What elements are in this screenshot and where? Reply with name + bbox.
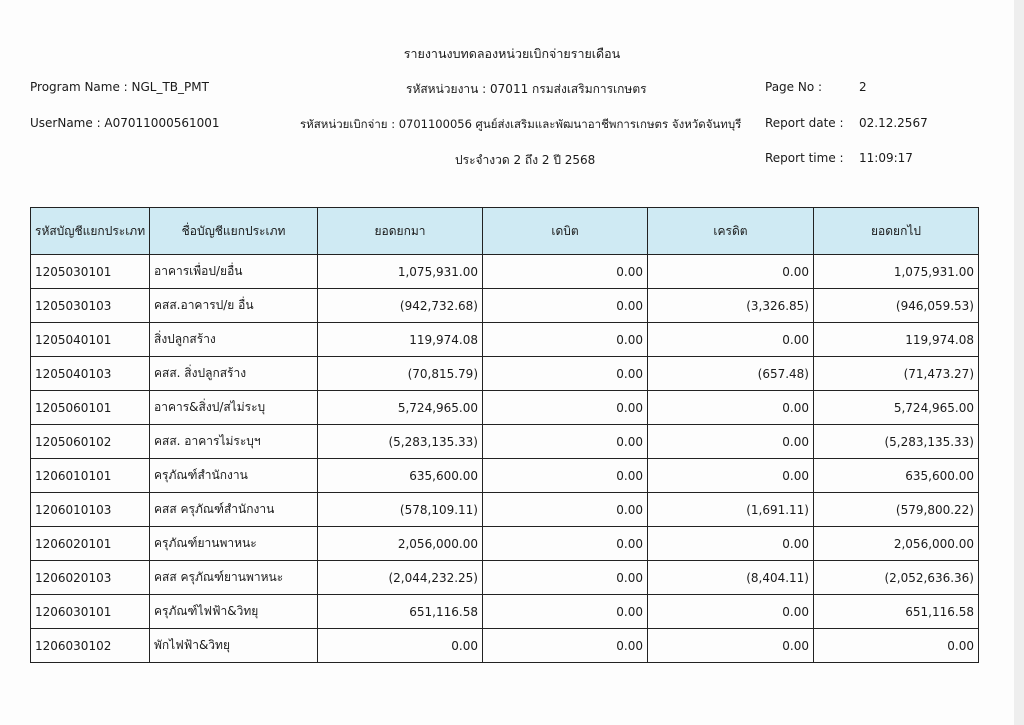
debit-cell: 0.00 <box>483 629 648 663</box>
credit-cell: 0.00 <box>648 425 814 459</box>
column-header-account-code: รหัสบัญชีแยกประเภท <box>31 208 150 255</box>
debit-cell: 0.00 <box>483 493 648 527</box>
table-row <box>31 255 979 289</box>
account-name-cell: ครุภัณฑ์สำนักงาน <box>150 459 318 493</box>
credit-cell: 0.00 <box>648 459 814 493</box>
table-row <box>31 459 979 493</box>
debit-cell: 0.00 <box>483 595 648 629</box>
opening-balance-cell: 0.00 <box>318 629 483 663</box>
debit-cell: 0.00 <box>483 289 648 323</box>
account-code-cell: 1206020101 <box>31 527 150 561</box>
column-header-credit: เครดิต <box>648 208 814 255</box>
disbursing-unit: รหัสหน่วยเบิกจ่าย : 0701100056 ศูนย์ส่งเสริมและพัฒนาอาชีพการเกษตร จังหวัดจันทบุรี <box>300 117 742 131</box>
account-name-cell: คสส. สิ่งปลูกสร้าง <box>150 357 318 391</box>
opening-balance-cell: (942,732.68) <box>318 289 483 323</box>
opening-balance-cell: (2,044,232.25) <box>318 561 483 595</box>
account-name-cell: อาคารเพื่อป/ยอื่น <box>150 255 318 289</box>
account-code-cell: 1206010101 <box>31 459 150 493</box>
debit-cell: 0.00 <box>483 527 648 561</box>
report-time-value: 11:09:17 <box>859 151 913 165</box>
table-header-row <box>31 208 979 255</box>
table-row <box>31 561 979 595</box>
report-date-label: Report date : <box>765 116 844 130</box>
account-code-cell: 1205030103 <box>31 289 150 323</box>
account-name-cell: คสส.อาคารป/ย อื่น <box>150 289 318 323</box>
account-code-cell: 1206030101 <box>31 595 150 629</box>
opening-balance-cell: (578,109.11) <box>318 493 483 527</box>
closing-balance-cell: 635,600.00 <box>814 459 979 493</box>
opening-balance-cell: (70,815.79) <box>318 357 483 391</box>
table-row <box>31 323 979 357</box>
debit-cell: 0.00 <box>483 459 648 493</box>
username: UserName : A07011000561001 <box>30 116 220 130</box>
table-row <box>31 595 979 629</box>
closing-balance-cell: 5,724,965.00 <box>814 391 979 425</box>
closing-balance-cell: (71,473.27) <box>814 357 979 391</box>
opening-balance-cell: (5,283,135.33) <box>318 425 483 459</box>
credit-cell: 0.00 <box>648 595 814 629</box>
debit-cell: 0.00 <box>483 357 648 391</box>
credit-cell: (3,326.85) <box>648 289 814 323</box>
account-name-cell: คสส. อาคารไม่ระบุฯ <box>150 425 318 459</box>
table-row <box>31 527 979 561</box>
account-code-cell: 1206020103 <box>31 561 150 595</box>
report-time-label: Report time : <box>765 151 844 165</box>
debit-cell: 0.00 <box>483 255 648 289</box>
credit-cell: 0.00 <box>648 527 814 561</box>
table-row <box>31 425 979 459</box>
credit-cell: (657.48) <box>648 357 814 391</box>
report-title: รายงานงบทดลองหน่วยเบิกจ่ายรายเดือน <box>403 46 621 61</box>
table-row <box>31 629 979 663</box>
opening-balance-cell: 651,116.58 <box>318 595 483 629</box>
debit-cell: 0.00 <box>483 391 648 425</box>
table-row <box>31 493 979 527</box>
debit-cell: 0.00 <box>483 323 648 357</box>
debit-cell: 0.00 <box>483 425 648 459</box>
credit-cell: (8,404.11) <box>648 561 814 595</box>
page-no-value: 2 <box>859 80 867 94</box>
report-date-value: 02.12.2567 <box>859 116 928 130</box>
account-name-cell: ครุภัณฑ์ไฟฟ้า&วิทยุ <box>150 595 318 629</box>
closing-balance-cell: 0.00 <box>814 629 979 663</box>
opening-balance-cell: 119,974.08 <box>318 323 483 357</box>
closing-balance-cell: (946,059.53) <box>814 289 979 323</box>
account-code-cell: 1205040103 <box>31 357 150 391</box>
column-header-debit: เดบิต <box>483 208 648 255</box>
closing-balance-cell: 651,116.58 <box>814 595 979 629</box>
account-code-cell: 1206010103 <box>31 493 150 527</box>
trial-balance-table <box>30 207 979 663</box>
credit-cell: 0.00 <box>648 391 814 425</box>
table-row <box>31 357 979 391</box>
closing-balance-cell: 2,056,000.00 <box>814 527 979 561</box>
program-name: Program Name : NGL_TB_PMT <box>30 80 209 94</box>
account-name-cell: พักไฟฟ้า&วิทยุ <box>150 629 318 663</box>
closing-balance-cell: (5,283,135.33) <box>814 425 979 459</box>
account-name-cell: สิ่งปลูกสร้าง <box>150 323 318 357</box>
account-name-cell: อาคาร&สิ่งป/สไม่ระบุ <box>150 391 318 425</box>
closing-balance-cell: (2,052,636.36) <box>814 561 979 595</box>
scan-edge <box>1014 0 1024 725</box>
agency-code: รหัสหน่วยงาน : 07011 กรมส่งเสริมการเกษตร <box>406 82 647 96</box>
account-name-cell: คสส ครุภัณฑ์ยานพาหนะ <box>150 561 318 595</box>
closing-balance-cell: 1,075,931.00 <box>814 255 979 289</box>
closing-balance-cell: (579,800.22) <box>814 493 979 527</box>
column-header-account-name: ชื่อบัญชีแยกประเภท <box>150 208 318 255</box>
account-name-cell: คสส ครุภัณฑ์สำนักงาน <box>150 493 318 527</box>
credit-cell: 0.00 <box>648 629 814 663</box>
closing-balance-cell: 119,974.08 <box>814 323 979 357</box>
opening-balance-cell: 635,600.00 <box>318 459 483 493</box>
account-code-cell: 1205060102 <box>31 425 150 459</box>
account-code-cell: 1206030102 <box>31 629 150 663</box>
opening-balance-cell: 1,075,931.00 <box>318 255 483 289</box>
column-header-closing-balance: ยอดยกไป <box>814 208 979 255</box>
credit-cell: 0.00 <box>648 323 814 357</box>
credit-cell: (1,691.11) <box>648 493 814 527</box>
account-code-cell: 1205040101 <box>31 323 150 357</box>
opening-balance-cell: 2,056,000.00 <box>318 527 483 561</box>
column-header-opening-balance: ยอดยกมา <box>318 208 483 255</box>
account-code-cell: 1205060101 <box>31 391 150 425</box>
table-row <box>31 391 979 425</box>
account-name-cell: ครุภัณฑ์ยานพาหนะ <box>150 527 318 561</box>
credit-cell: 0.00 <box>648 255 814 289</box>
report-period: ประจำงวด 2 ถึง 2 ปี 2568 <box>455 153 596 167</box>
table-row <box>31 289 979 323</box>
debit-cell: 0.00 <box>483 561 648 595</box>
opening-balance-cell: 5,724,965.00 <box>318 391 483 425</box>
account-code-cell: 1205030101 <box>31 255 150 289</box>
page-no-label: Page No : <box>765 80 823 94</box>
